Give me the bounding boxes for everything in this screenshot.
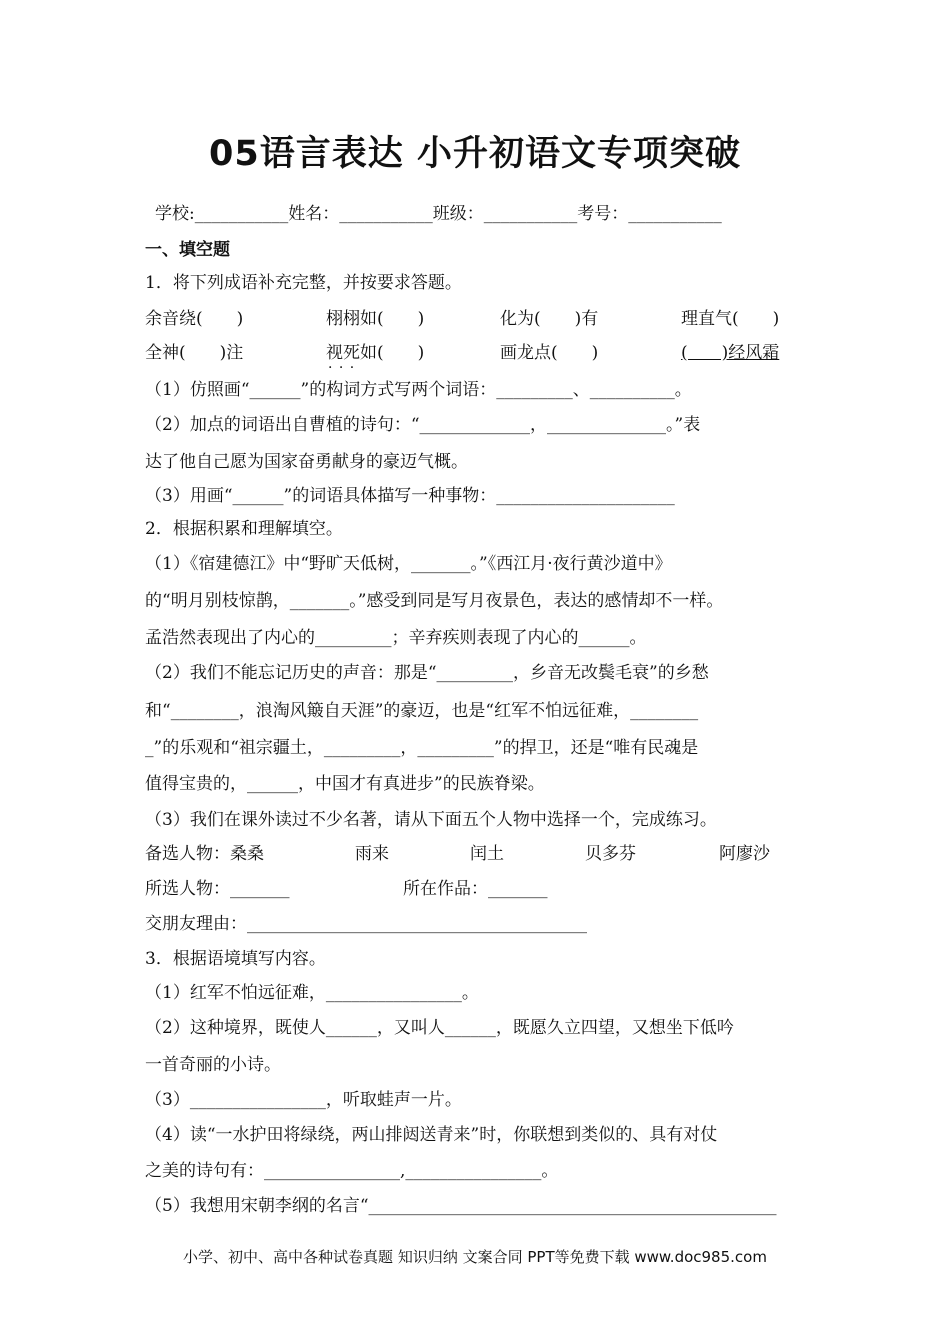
q3-line: （5）我想用宋朝李纲的名言“________________________________________________ [145,1196,777,1216]
friend-reason: 交朋友理由：________________________________________ [145,914,587,934]
candidate-name: 桑桑 [230,844,264,864]
section-heading: 一、填空题 [145,240,230,260]
idiom-cell: 余音绕( ) [145,309,244,329]
q1-sub2-line1: （2）加点的词语出自曹植的诗句：“_____________，______________。”表 [145,415,701,435]
q3-line: （4）读“一水护田将绿绕，两山排闼送青来”时，你联想到类似的、具有对仗 [145,1125,718,1145]
candidate-name: 闰土 [470,844,504,864]
idiom-cell: 画龙点( ) [500,343,599,363]
q2-stem: 2．根据积累和理解填空。 [145,519,343,539]
idiom-cell: 理直气( ) [681,309,780,329]
footer-text: 小学、初中、高中各种试卷真题 知识归纳 文案合同 PPT等免费下载 www.doc985.com [183,1248,767,1266]
q3-line: （3）________________，听取蛙声一片。 [145,1090,462,1110]
candidate-name: 贝多芬 [585,844,636,864]
candidate-name: 阿廖沙 [719,844,770,864]
q3-line: （2）这种境界，既使人______，又叫人______，既愿久立四望，又想坐下低吟 [145,1018,734,1038]
idiom-cell-dotted: 视死如( ) · · · [326,342,950,364]
idiom-cell: 化为( )有 [500,309,599,329]
q1-sub1: （1）仿照画“______”的构词方式写两个词语：_________、__________。 [145,380,692,400]
q2-line: （1）《宿建德江》中“野旷天低树，_______。”《西江月·夜行黄沙道中》 [145,554,672,574]
q3-line: 之美的诗句有：________________,________________。 [145,1161,559,1181]
q2-line: 孟浩然表现出了内心的_________；辛弃疾则表现了内心的______。 [145,628,647,648]
idiom-cell: 栩栩如( ) [326,309,425,329]
q2-line: （2）我们不能忘记历史的声音：那是“_________，乡音无改鬓毛衰”的乡愁 [145,663,709,683]
q2-line: 和“________，浪淘风簸自天涯”的豪迈，也是“红军不怕远征难，________ [145,701,699,721]
q1-sub3: （3）用画“______”的词语具体描写一种事物：_____________________ [145,486,675,506]
idiom-cell: 全神( )注 [145,343,244,363]
q3-line: 一首奇丽的小诗。 [145,1055,281,1075]
candidates-label: 备选人物： [145,844,230,864]
q3-line: （1）红军不怕远征难，________________。 [145,983,479,1003]
idiom-cell-underlined: ( )经风霜 [681,343,780,363]
q3-stem: 3．根据语境填写内容。 [145,949,326,969]
chosen-person: 所选人物：_______ [145,879,290,899]
q1-stem: 1．将下列成语补充完整，并按要求答题。 [145,273,462,293]
q2-line: 的“明月别枝惊鹊，_______。”感受到同是写月夜景色，表达的感情却不一样。 [145,591,724,611]
student-info-line: 学校:___________姓名：___________班级：___________考号：___________ [155,204,722,224]
chosen-work: 所在作品：_______ [403,879,548,899]
q2-line: _”的乐观和“祖宗疆土，_________，_________”的捍卫，还是“唯有民魂是 [145,738,699,758]
q2-line: （3）我们在课外读过不少名著，请从下面五个人物中选择一个，完成练习。 [145,810,717,830]
q2-line: 值得宝贵的，______，中国才有真进步”的民族脊梁。 [145,774,545,794]
candidate-name: 雨来 [355,844,389,864]
page-title: 05语言表达 小升初语文专项突破 [209,134,741,174]
q1-sub2-line2: 达了他自己愿为国家奋勇献身的豪迈气概。 [145,452,468,472]
